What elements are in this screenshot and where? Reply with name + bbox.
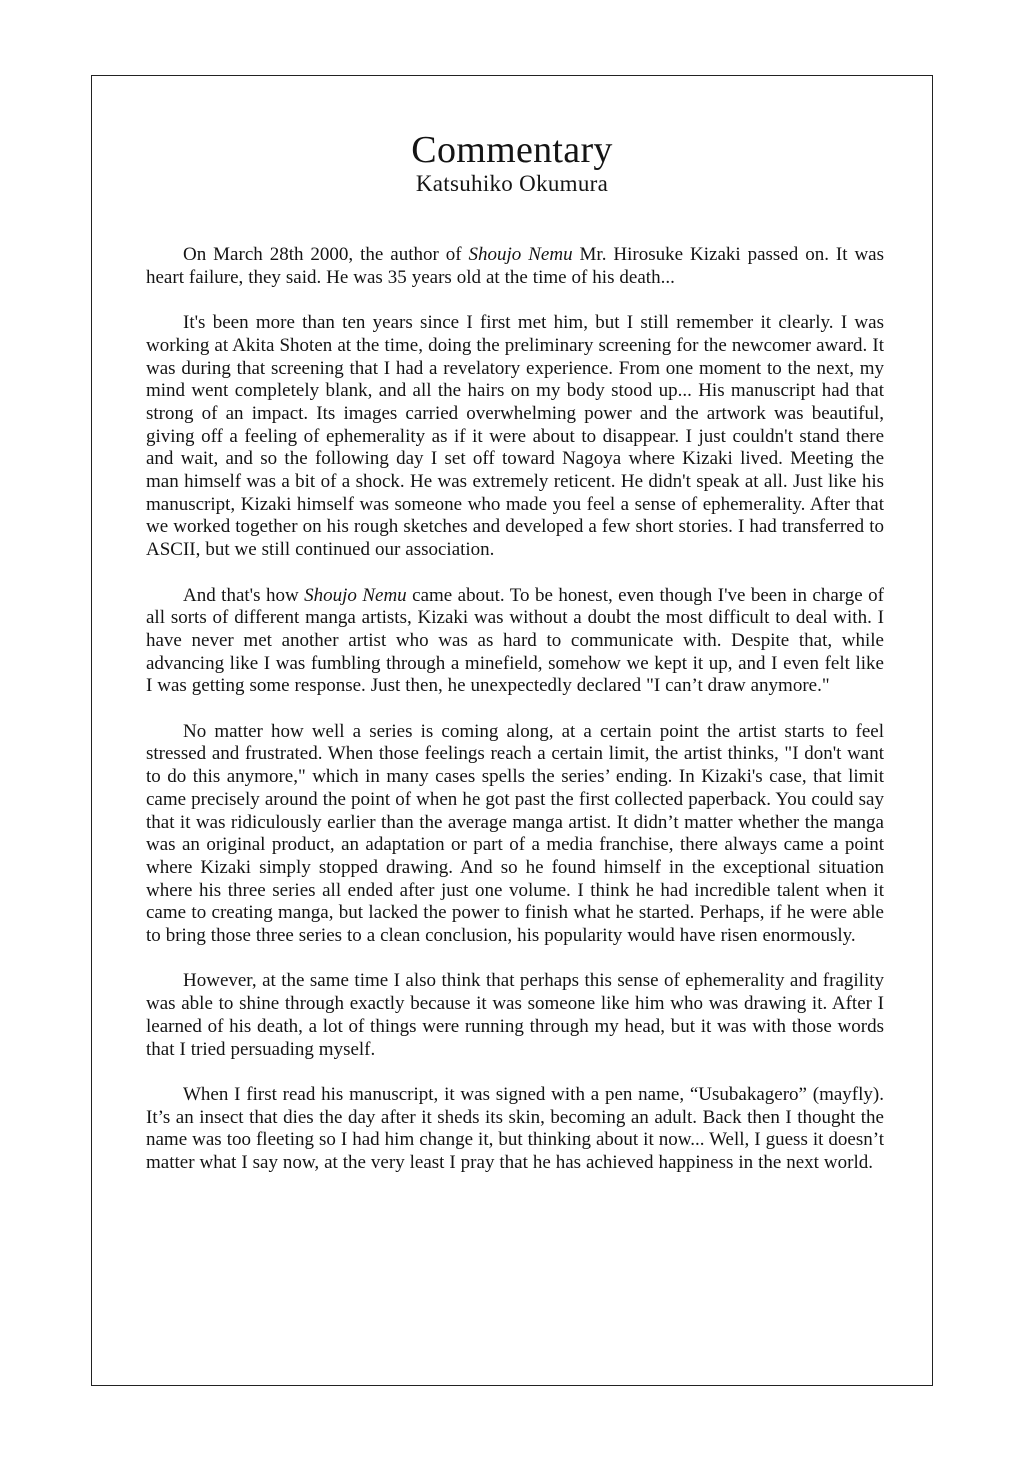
paragraph-2: It's been more than ten years since I first met him, but I still remember it clearly. I was working at Akita Shoten at the time, doing the preliminary screening for the newcomer award. It was during that screening that I had a revelatory experience. From one moment to the next, my mind went completely blank, and all the hairs on my body stood up... His manuscript had that strong of an impact. Its images carried overwhelming power and the artwork was beautiful, giving off a feeling of ephemerality as if it were about to disappear. I just couldn't stand there and wait, and so the following day I set off toward Nagoya where Kizaki lived. Meeting the man himself was a bit of a shock. He was extremely reticent. He didn't speak at all. Just like his manuscript, Kizaki himself was someone who made you feel a sense of ephemerality. After that we worked together on his rough sketches and developed a few short stories. I had transferred to ASCII, but we still continued our association. (146, 312, 884, 561)
author-name: Katsuhiko Okumura (415, 171, 609, 196)
paragraph-4: No matter how well a series is coming along, at a certain point the artist starts to feel stressed and frustrated. When those feelings reach a certain limit, the artist thinks, "I don't want to do this anymore," which in many cases spells the series’ ending. In Kizaki's case, that limit came precisely around the point of when he got past the first collected paperback. You could say that it was ridiculously earlier than the average manga artist. It didn’t matter whether the manga was an original product, an adaptation or part of a media franchise, there always came a point where Kizaki simply stopped drawing. And so he found himself in the exceptional situation where his three series all ended after just one volume. I think he had incredible talent when it came to creating manga, but lacked the power to finish what he started. Perhaps, if he were able to bring those three series to a clean conclusion, his popularity would have risen enormously. (146, 720, 884, 947)
page-frame (91, 75, 933, 1386)
commentary-body (146, 244, 884, 1175)
paragraph-6: When I first read his manuscript, it was signed with a pen name, “Usubakagero” (mayfly). It’s an insect that dies the day after it sheds its skin, becoming an adult. Back then I thought the name was too fleeting so I had him change it, but thinking about it now... Well, I guess it doesn’t matter what I say now, at the very least I pray that he has achieved happiness in the next world. (146, 1083, 884, 1174)
paragraph-5: However, at the same time I also think that perhaps this sense of ephemerality and fragility was able to shine through exactly because it was someone like him who was drawing it. After I learned of his death, a lot of things were running through my head, but it was with those words that I tried persuading myself. (146, 970, 884, 1060)
paragraph-3: And that's how Shoujo Nemu came about. To be honest, even though I've been in charge of all sorts of different manga artists, Kizaki was without a doubt the most difficult to deal with. I have never met another artist who was as hard to communicate with. Despite that, while advancing like I was fumbling through a minefield, somehow we kept it up, and I even felt like I was getting some response. Just then, he unexpectedly declared "I can’t draw anymore." (146, 584, 884, 697)
heading (92, 128, 932, 196)
page-title: Commentary (411, 129, 613, 171)
paragraph-1: On March 28th 2000, the author of Shoujo Nemu Mr. Hirosuke Kizaki passed on. It was heart failure, they said. He was 35 years old at the time of his death... (146, 244, 884, 288)
